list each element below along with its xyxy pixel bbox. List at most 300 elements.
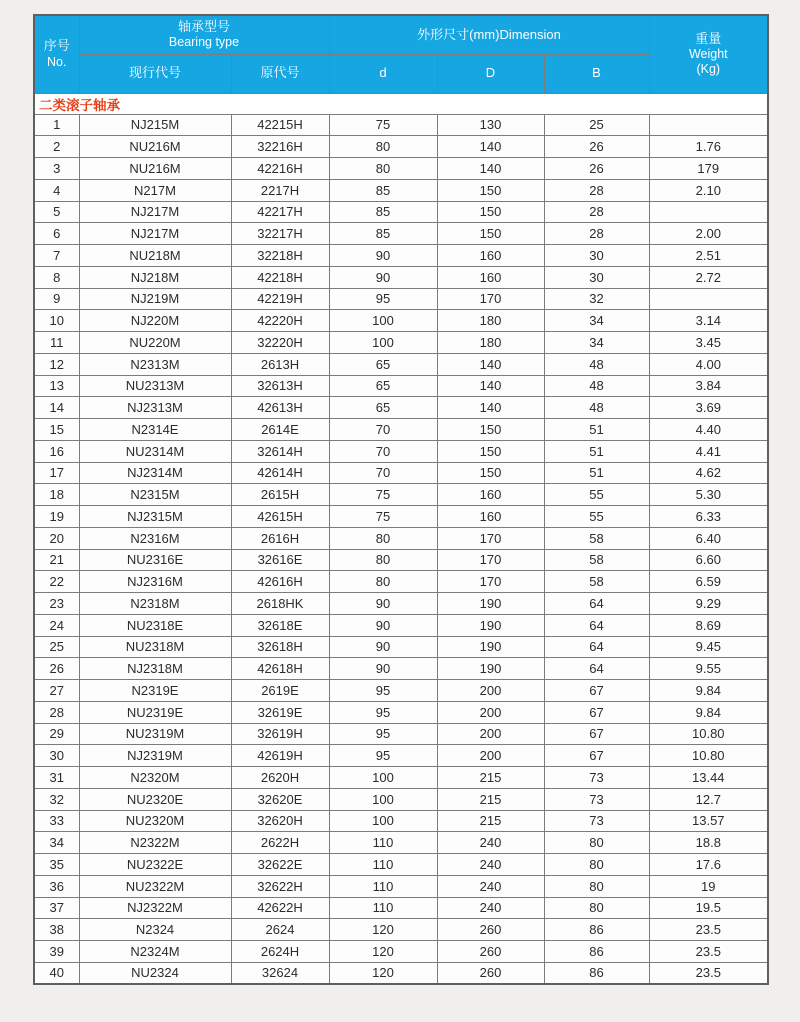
cell-current: NU220M (79, 332, 231, 354)
cell-original: 42219H (231, 288, 329, 310)
header-current-code: 现行代号 (79, 54, 231, 93)
cell-D: 200 (437, 701, 544, 723)
cell-D: 160 (437, 245, 544, 267)
cell-current: NU2322M (79, 875, 231, 897)
cell-no: 3 (34, 158, 79, 180)
cell-weight: 2.72 (649, 266, 768, 288)
cell-D: 150 (437, 419, 544, 441)
cell-current: NJ219M (79, 288, 231, 310)
cell-original: 32614H (231, 440, 329, 462)
cell-no: 25 (34, 636, 79, 658)
cell-weight: 13.44 (649, 767, 768, 789)
cell-original: 32620H (231, 810, 329, 832)
cell-weight: 19.5 (649, 897, 768, 919)
cell-B: 80 (544, 854, 649, 876)
cell-D: 215 (437, 810, 544, 832)
cell-current: NU2314M (79, 440, 231, 462)
header-col-B: B (544, 54, 649, 93)
cell-B: 51 (544, 440, 649, 462)
cell-original: 42216H (231, 158, 329, 180)
header-bearing-type-zh: 轴承型号 (177, 18, 230, 34)
cell-D: 190 (437, 593, 544, 615)
cell-no: 29 (34, 723, 79, 745)
cell-original: 42218H (231, 266, 329, 288)
cell-original: 32620E (231, 788, 329, 810)
cell-D: 150 (437, 440, 544, 462)
header-col-D: D (437, 54, 544, 93)
cell-current: NU218M (79, 245, 231, 267)
cell-B: 86 (544, 962, 649, 984)
cell-weight (649, 201, 768, 223)
cell-current: NJ2313M (79, 397, 231, 419)
cell-B: 26 (544, 158, 649, 180)
cell-no: 36 (34, 875, 79, 897)
header-bearing-type (79, 15, 329, 54)
cell-original: 2616H (231, 527, 329, 549)
table-row (34, 962, 768, 984)
cell-D: 240 (437, 854, 544, 876)
cell-d: 90 (329, 636, 437, 658)
cell-D: 140 (437, 375, 544, 397)
cell-original: 2217H (231, 179, 329, 201)
cell-B: 28 (544, 201, 649, 223)
cell-no: 10 (34, 310, 79, 332)
cell-original: 2618HK (231, 593, 329, 615)
cell-d: 120 (329, 962, 437, 984)
cell-B: 55 (544, 484, 649, 506)
cell-weight: 23.5 (649, 941, 768, 963)
table-row (34, 397, 768, 419)
cell-weight: 23.5 (649, 962, 768, 984)
table-row (34, 810, 768, 832)
cell-original: 42622H (231, 897, 329, 919)
cell-current: NU216M (79, 136, 231, 158)
cell-d: 80 (329, 549, 437, 571)
table-row (34, 875, 768, 897)
cell-original: 42619H (231, 745, 329, 767)
header-weight-unit: (Kg) (696, 62, 721, 77)
cell-d: 90 (329, 593, 437, 615)
cell-B: 51 (544, 419, 649, 441)
cell-d: 100 (329, 810, 437, 832)
cell-D: 200 (437, 680, 544, 702)
cell-B: 80 (544, 875, 649, 897)
cell-current: NU2320E (79, 788, 231, 810)
cell-original: 32216H (231, 136, 329, 158)
cell-B: 48 (544, 375, 649, 397)
table-row (34, 897, 768, 919)
cell-D: 170 (437, 571, 544, 593)
cell-current: NU2322E (79, 854, 231, 876)
cell-no: 4 (34, 179, 79, 201)
section-title: 二类滚子轴承 (34, 93, 768, 114)
cell-D: 150 (437, 179, 544, 201)
cell-weight: 9.29 (649, 593, 768, 615)
cell-D: 240 (437, 832, 544, 854)
cell-original: 2615H (231, 484, 329, 506)
cell-no: 37 (34, 897, 79, 919)
cell-no: 23 (34, 593, 79, 615)
cell-original: 32218H (231, 245, 329, 267)
cell-weight: 3.84 (649, 375, 768, 397)
cell-no: 24 (34, 614, 79, 636)
cell-D: 200 (437, 745, 544, 767)
cell-d: 95 (329, 723, 437, 745)
cell-B: 25 (544, 114, 649, 136)
cell-d: 95 (329, 745, 437, 767)
cell-original: 32618H (231, 636, 329, 658)
cell-weight: 10.80 (649, 723, 768, 745)
cell-current: NJ2315M (79, 506, 231, 528)
cell-d: 100 (329, 767, 437, 789)
cell-no: 26 (34, 658, 79, 680)
cell-current: NU2318E (79, 614, 231, 636)
cell-original: 42615H (231, 506, 329, 528)
cell-original: 2622H (231, 832, 329, 854)
cell-D: 190 (437, 614, 544, 636)
table-row (34, 614, 768, 636)
table-row (34, 527, 768, 549)
cell-D: 170 (437, 527, 544, 549)
cell-no: 40 (34, 962, 79, 984)
cell-no: 6 (34, 223, 79, 245)
cell-weight: 18.8 (649, 832, 768, 854)
table-row (34, 462, 768, 484)
cell-d: 70 (329, 462, 437, 484)
cell-D: 200 (437, 723, 544, 745)
cell-weight: 10.80 (649, 745, 768, 767)
cell-weight: 179 (649, 158, 768, 180)
cell-no: 1 (34, 114, 79, 136)
cell-B: 55 (544, 506, 649, 528)
table-row (34, 179, 768, 201)
cell-weight: 6.40 (649, 527, 768, 549)
table-row (34, 158, 768, 180)
cell-no: 22 (34, 571, 79, 593)
cell-B: 64 (544, 658, 649, 680)
cell-D: 260 (437, 962, 544, 984)
cell-weight: 2.00 (649, 223, 768, 245)
table-row (34, 353, 768, 375)
cell-no: 33 (34, 810, 79, 832)
cell-D: 140 (437, 353, 544, 375)
table-header (34, 15, 768, 93)
table-row (34, 745, 768, 767)
cell-D: 140 (437, 158, 544, 180)
bearing-spec-table (33, 14, 769, 985)
cell-current: NU2313M (79, 375, 231, 397)
cell-D: 180 (437, 310, 544, 332)
table-row (34, 266, 768, 288)
table-row (34, 419, 768, 441)
cell-current: NJ217M (79, 201, 231, 223)
table-row (34, 723, 768, 745)
cell-weight: 23.5 (649, 919, 768, 941)
cell-D: 160 (437, 484, 544, 506)
table-row (34, 245, 768, 267)
table-row (34, 636, 768, 658)
cell-current: NU2318M (79, 636, 231, 658)
table-row (34, 788, 768, 810)
cell-current: N2316M (79, 527, 231, 549)
cell-weight: 4.62 (649, 462, 768, 484)
cell-current: N2324 (79, 919, 231, 941)
cell-B: 34 (544, 332, 649, 354)
cell-weight: 6.60 (649, 549, 768, 571)
cell-d: 75 (329, 114, 437, 136)
cell-current: N217M (79, 179, 231, 201)
header-no-zh: 序号 (43, 38, 70, 54)
cell-D: 240 (437, 875, 544, 897)
cell-original: 32619H (231, 723, 329, 745)
cell-current: NU2320M (79, 810, 231, 832)
cell-d: 70 (329, 419, 437, 441)
cell-D: 260 (437, 919, 544, 941)
cell-original: 2614E (231, 419, 329, 441)
cell-original: 32618E (231, 614, 329, 636)
cell-B: 67 (544, 701, 649, 723)
cell-current: N2314E (79, 419, 231, 441)
cell-d: 85 (329, 201, 437, 223)
cell-original: 2620H (231, 767, 329, 789)
cell-original: 32619E (231, 701, 329, 723)
table-body (34, 114, 768, 984)
cell-d: 85 (329, 223, 437, 245)
cell-d: 120 (329, 941, 437, 963)
table-row (34, 680, 768, 702)
cell-original: 2624H (231, 941, 329, 963)
cell-d: 100 (329, 310, 437, 332)
cell-no: 32 (34, 788, 79, 810)
cell-B: 32 (544, 288, 649, 310)
cell-weight (649, 288, 768, 310)
table-row (34, 310, 768, 332)
cell-original: 42215H (231, 114, 329, 136)
cell-B: 28 (544, 223, 649, 245)
table-row (34, 136, 768, 158)
cell-B: 30 (544, 245, 649, 267)
cell-d: 80 (329, 136, 437, 158)
cell-D: 170 (437, 288, 544, 310)
header-dimension: 外形尺寸(mm)Dimension (329, 15, 649, 54)
cell-current: NJ2319M (79, 745, 231, 767)
cell-no: 8 (34, 266, 79, 288)
cell-original: 2613H (231, 353, 329, 375)
table-row (34, 767, 768, 789)
cell-no: 21 (34, 549, 79, 571)
cell-D: 170 (437, 549, 544, 571)
cell-original: 42220H (231, 310, 329, 332)
cell-no: 16 (34, 440, 79, 462)
header-no (34, 15, 79, 93)
header-weight (649, 15, 768, 93)
cell-weight: 3.14 (649, 310, 768, 332)
cell-D: 140 (437, 397, 544, 419)
cell-no: 31 (34, 767, 79, 789)
cell-current: NJ220M (79, 310, 231, 332)
cell-weight: 9.84 (649, 680, 768, 702)
cell-current: N2320M (79, 767, 231, 789)
cell-no: 19 (34, 506, 79, 528)
cell-d: 85 (329, 179, 437, 201)
cell-D: 215 (437, 767, 544, 789)
table-row (34, 288, 768, 310)
cell-d: 75 (329, 506, 437, 528)
cell-no: 2 (34, 136, 79, 158)
table-row (34, 506, 768, 528)
cell-d: 65 (329, 397, 437, 419)
cell-original: 32613H (231, 375, 329, 397)
cell-no: 18 (34, 484, 79, 506)
cell-current: NU2316E (79, 549, 231, 571)
cell-weight: 13.57 (649, 810, 768, 832)
cell-original: 42614H (231, 462, 329, 484)
cell-D: 160 (437, 266, 544, 288)
cell-D: 140 (437, 136, 544, 158)
cell-B: 30 (544, 266, 649, 288)
cell-D: 190 (437, 636, 544, 658)
cell-D: 150 (437, 462, 544, 484)
cell-d: 95 (329, 701, 437, 723)
cell-current: NU2319M (79, 723, 231, 745)
cell-weight: 4.41 (649, 440, 768, 462)
cell-d: 95 (329, 680, 437, 702)
cell-weight: 9.84 (649, 701, 768, 723)
cell-weight: 12.7 (649, 788, 768, 810)
cell-weight: 4.40 (649, 419, 768, 441)
cell-B: 67 (544, 745, 649, 767)
cell-current: N2313M (79, 353, 231, 375)
cell-d: 110 (329, 875, 437, 897)
cell-weight: 4.00 (649, 353, 768, 375)
cell-current: N2318M (79, 593, 231, 615)
cell-current: NJ2316M (79, 571, 231, 593)
cell-current: N2322M (79, 832, 231, 854)
cell-original: 32622E (231, 854, 329, 876)
cell-current: N2319E (79, 680, 231, 702)
cell-B: 48 (544, 353, 649, 375)
table-row (34, 375, 768, 397)
table-row (34, 484, 768, 506)
cell-current: NJ215M (79, 114, 231, 136)
cell-weight: 9.45 (649, 636, 768, 658)
cell-weight: 17.6 (649, 854, 768, 876)
cell-B: 86 (544, 941, 649, 963)
cell-current: NJ2318M (79, 658, 231, 680)
cell-B: 58 (544, 549, 649, 571)
cell-d: 80 (329, 158, 437, 180)
cell-d: 110 (329, 832, 437, 854)
cell-weight: 2.51 (649, 245, 768, 267)
cell-B: 64 (544, 636, 649, 658)
table-row (34, 440, 768, 462)
cell-no: 11 (34, 332, 79, 354)
cell-d: 80 (329, 527, 437, 549)
cell-current: N2324M (79, 941, 231, 963)
cell-weight: 2.10 (649, 179, 768, 201)
header-weight-zh: 重量 (695, 30, 722, 46)
cell-original: 42618H (231, 658, 329, 680)
cell-weight: 6.33 (649, 506, 768, 528)
table-row (34, 593, 768, 615)
cell-original: 42613H (231, 397, 329, 419)
cell-D: 240 (437, 897, 544, 919)
cell-no: 38 (34, 919, 79, 941)
cell-D: 215 (437, 788, 544, 810)
cell-B: 73 (544, 788, 649, 810)
cell-original: 42217H (231, 201, 329, 223)
cell-weight: 5.30 (649, 484, 768, 506)
cell-B: 48 (544, 397, 649, 419)
cell-current: NJ2314M (79, 462, 231, 484)
cell-original: 32616E (231, 549, 329, 571)
cell-weight: 9.55 (649, 658, 768, 680)
cell-d: 65 (329, 353, 437, 375)
cell-d: 100 (329, 788, 437, 810)
cell-current: NJ217M (79, 223, 231, 245)
table-row (34, 919, 768, 941)
cell-no: 35 (34, 854, 79, 876)
cell-B: 26 (544, 136, 649, 158)
cell-current: N2315M (79, 484, 231, 506)
cell-d: 110 (329, 854, 437, 876)
cell-d: 70 (329, 440, 437, 462)
cell-no: 28 (34, 701, 79, 723)
cell-no: 14 (34, 397, 79, 419)
cell-D: 130 (437, 114, 544, 136)
cell-D: 180 (437, 332, 544, 354)
table-row (34, 854, 768, 876)
cell-weight: 19 (649, 875, 768, 897)
cell-B: 67 (544, 680, 649, 702)
cell-weight: 3.45 (649, 332, 768, 354)
cell-no: 13 (34, 375, 79, 397)
table-row (34, 201, 768, 223)
cell-B: 73 (544, 767, 649, 789)
header-original-code: 原代号 (231, 54, 329, 93)
cell-B: 34 (544, 310, 649, 332)
cell-D: 150 (437, 201, 544, 223)
cell-weight: 1.76 (649, 136, 768, 158)
cell-B: 86 (544, 919, 649, 941)
cell-B: 58 (544, 571, 649, 593)
table-row (34, 114, 768, 136)
cell-original: 2624 (231, 919, 329, 941)
cell-no: 9 (34, 288, 79, 310)
header-bearing-type-en: Bearing type (168, 35, 240, 50)
cell-original: 32622H (231, 875, 329, 897)
table-row (34, 832, 768, 854)
cell-d: 65 (329, 375, 437, 397)
cell-current: NJ218M (79, 266, 231, 288)
cell-B: 51 (544, 462, 649, 484)
cell-d: 90 (329, 658, 437, 680)
cell-B: 67 (544, 723, 649, 745)
table-row (34, 658, 768, 680)
cell-current: NU2324 (79, 962, 231, 984)
cell-B: 64 (544, 593, 649, 615)
cell-original: 2619E (231, 680, 329, 702)
section-row (34, 93, 768, 114)
cell-no: 27 (34, 680, 79, 702)
cell-current: NJ2322M (79, 897, 231, 919)
cell-D: 150 (437, 223, 544, 245)
header-weight-en: Weight (688, 46, 728, 61)
cell-d: 90 (329, 245, 437, 267)
cell-B: 73 (544, 810, 649, 832)
cell-B: 64 (544, 614, 649, 636)
cell-B: 80 (544, 897, 649, 919)
